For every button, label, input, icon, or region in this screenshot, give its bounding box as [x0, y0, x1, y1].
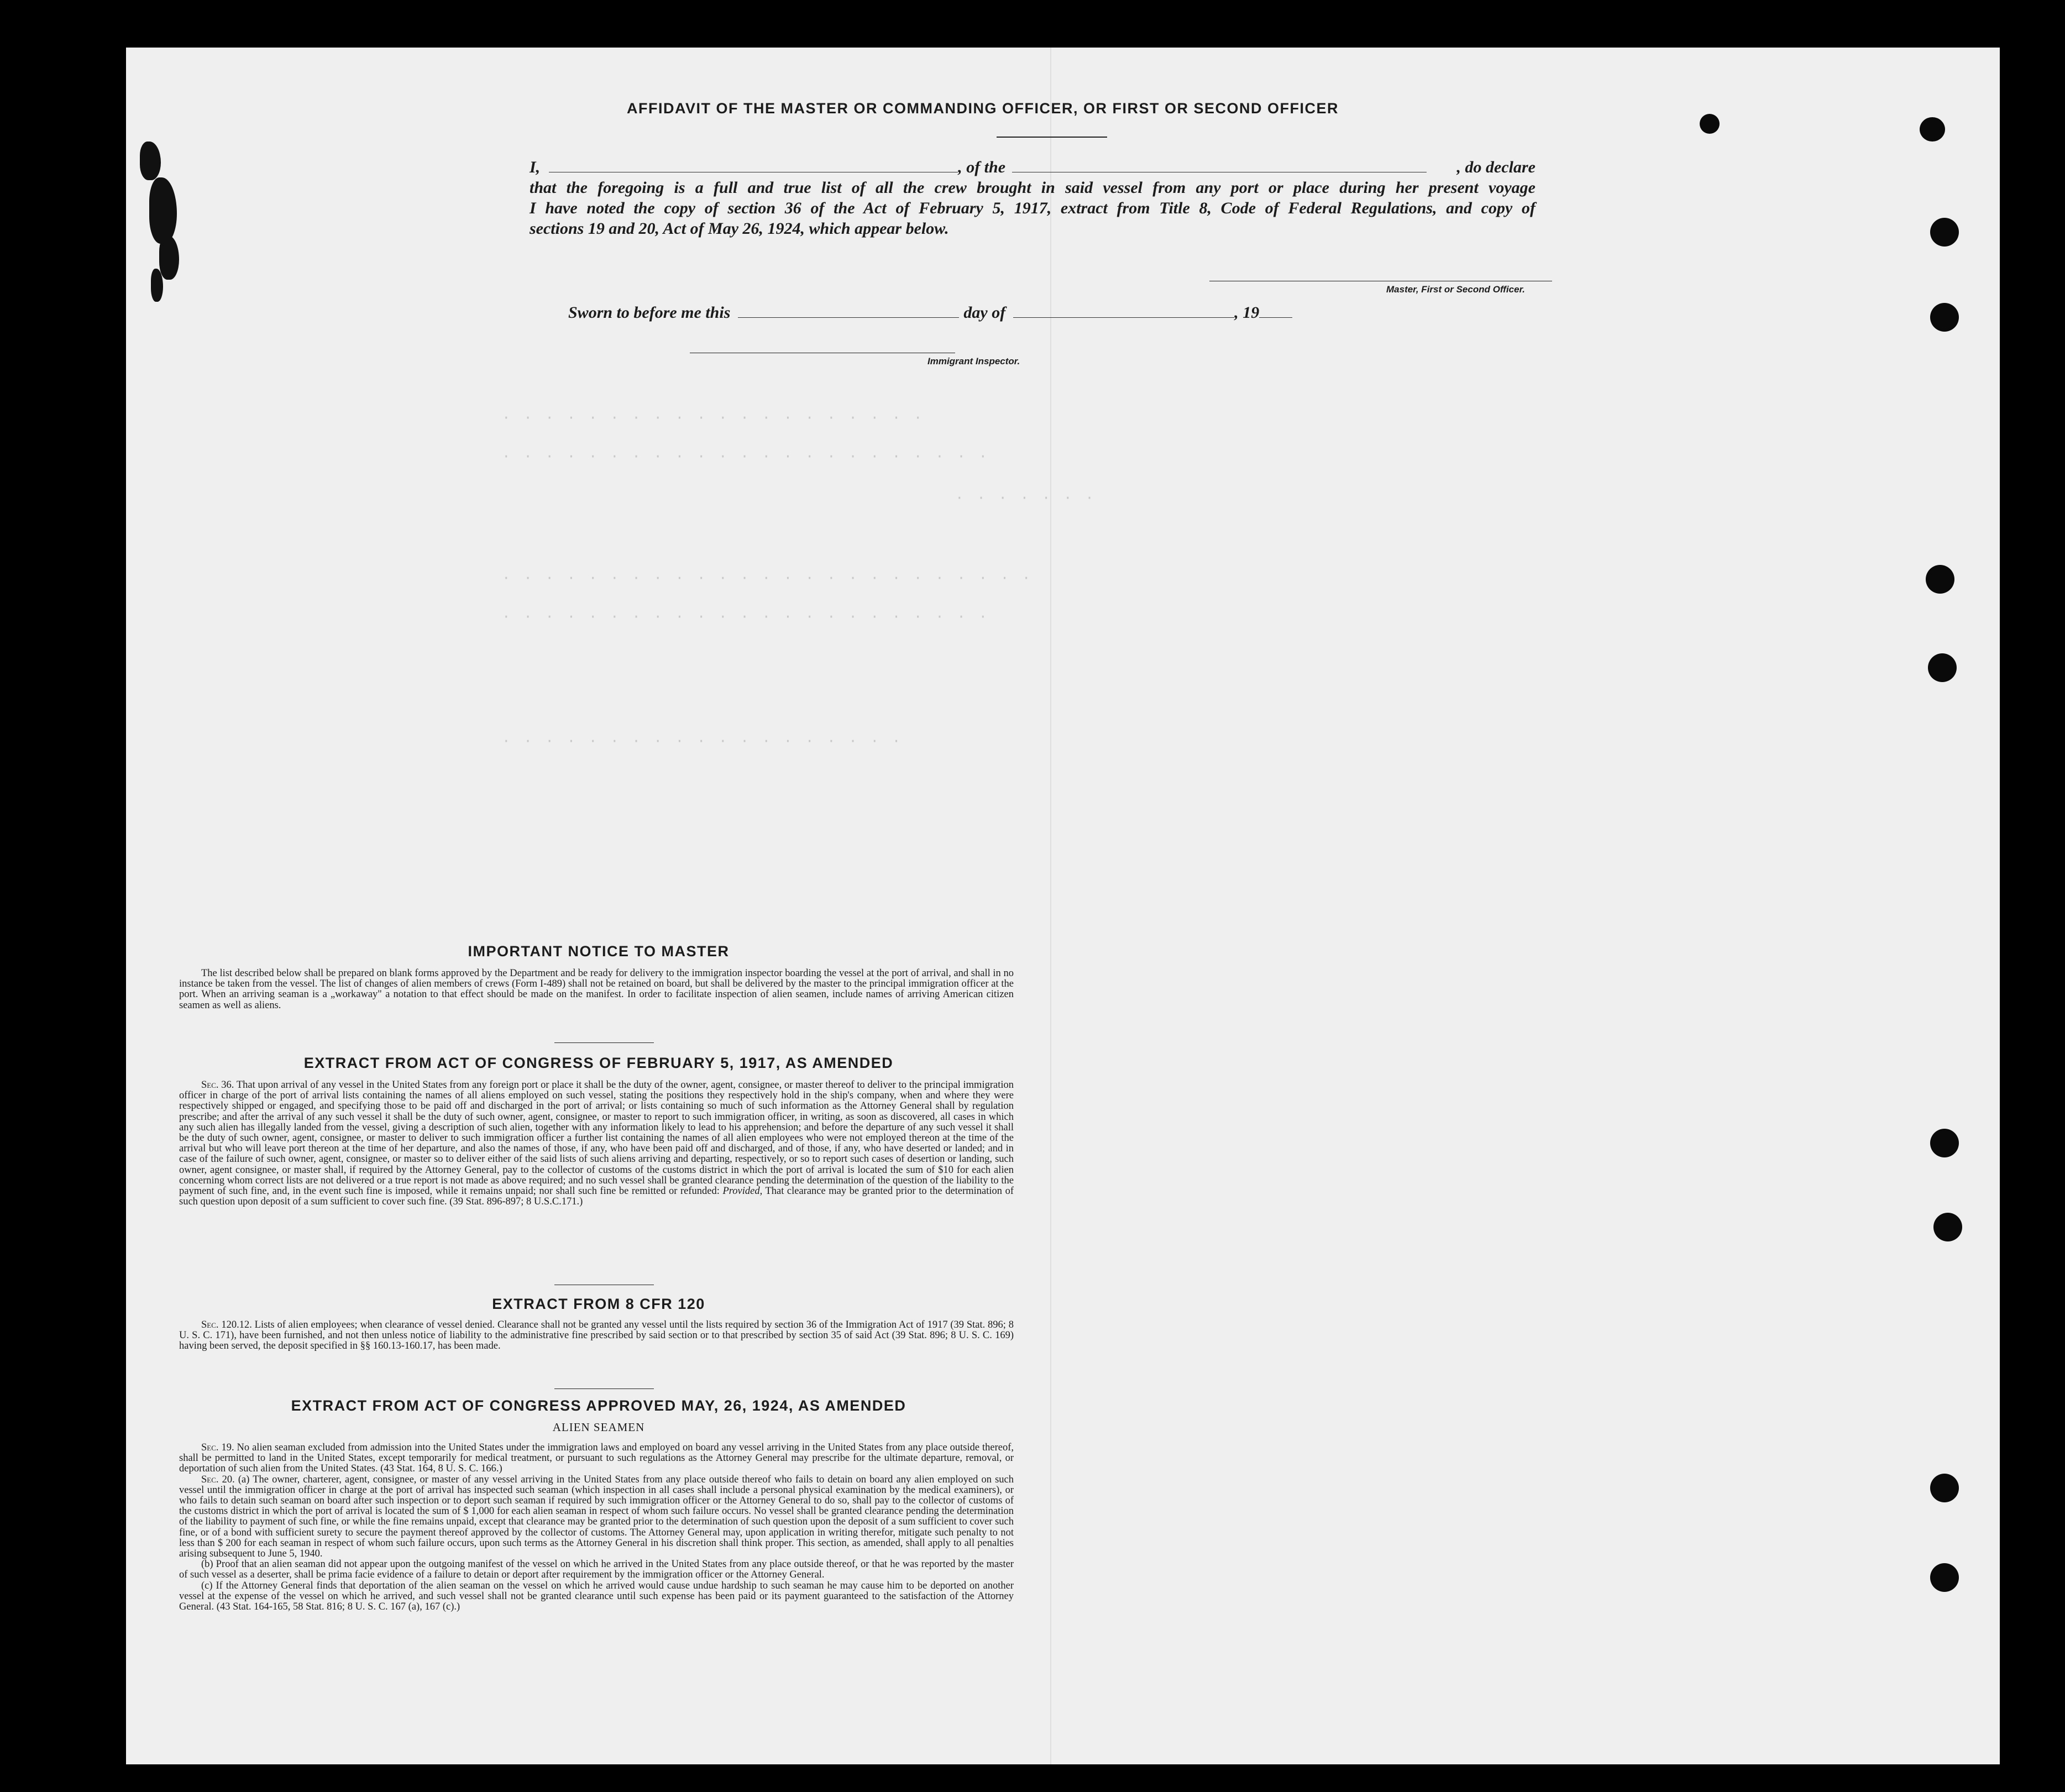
declaration-line-4: sections 19 and 20, Act of May 26, 1924, which appear below.	[530, 219, 949, 238]
extract-1924-text	[179, 1443, 1014, 1612]
punch-hole	[1930, 1474, 1959, 1502]
vessel-field[interactable]	[1012, 158, 1427, 173]
extract-1917-title: EXTRACT FROM ACT OF CONGRESS OF FEBRUARY 5, 1917, AS AMENDED	[303, 1055, 894, 1071]
bleed-through-row: · · · · · · ·	[955, 490, 1096, 506]
alien-seamen-subtitle: ALIEN SEAMEN	[552, 1421, 645, 1434]
extract-cfr-text	[179, 1320, 1014, 1352]
punch-hole	[1930, 1129, 1959, 1157]
sec-36-text: That upon arrival of any vessel in the United States from any foreign port or place it shall be the duty of the owner, agent, consignee, or master thereof to deliver to the principal immigration officer in charge of the port of arrival lists containing the names of all aliens employed on such vessel, stating the positions they respectively hold in the ship's company, when and where they were respectively shipped or engaged, and specifying those to be paid off and discharged in the port of arrival; or lists containing so much of such information as the Attorney General shall by regulation prescribe; and after the arrival of any such vessel it shall be the duty of such owner, agent, consignee, or master to report to such immigration officer, in writing, as soon as discovered, all cases in which any such alien has illegally landed from the vessel, giving a description of such alien, together with any information likely to lead to his apprehension; and before the departure of any such vessel it shall be the duty of such owner, agent, consignee, or master to deliver to such immigration officer a further list containing the names of all alien employees who were not employed thereon at the time of the arrival but who will leave port thereon at the time of her departure, and also the names of those, if any, who have been paid off and discharged, and of those, if any, who have deserted or landed; and in case of the failure of such owner, agent, consignee, or master so to deliver either of the said lists of such aliens arriving and departing, respectively, or so to report such cases of desertion or landing, such owner, agent consignee, or master shall, if required by the Attorney General, pay to the collector of customs of the customs district in which the port of arrival is located the sum of $10 for each alien concerning whom correct lists are not delivered or a true report is not made as above required; and no such vessel shall be granted clearance pending the determination of the question of the liability to the payment of such fine, and, in the event such fine is imposed, while it remains unpaid; nor shall such fine be remitted or refunded:	[179, 1080, 1014, 1197]
title-underline	[997, 137, 1107, 138]
extract-cfr-title: EXTRACT FROM 8 CFR 120	[492, 1296, 705, 1312]
sworn-month-field[interactable]	[1013, 303, 1234, 318]
declaration-do-declare: , do declare	[1456, 158, 1535, 176]
sec-19-label: Sec. 19.	[201, 1442, 234, 1453]
bleed-through-row: · · · · · · · · · · · · · · · · · · · ·	[502, 410, 925, 426]
ink-blot	[149, 177, 177, 244]
sworn-day-field[interactable]	[738, 303, 959, 318]
punch-hole	[1926, 565, 1954, 594]
notice-title: IMPORTANT NOTICE TO MASTER	[468, 943, 730, 960]
bleed-through-row: · · · · · · · · · · · · · · · · · · ·	[502, 733, 903, 750]
declaration-i-label: I,	[530, 158, 541, 176]
declaration-line-3: I have noted the copy of section 36 of the Act of February 5, 1917, extract from Title 8, Code of Federal Regulations, and copy of	[530, 199, 1535, 217]
declaration-line-1	[530, 157, 1535, 177]
punch-hole	[1930, 218, 1959, 247]
notice-text	[179, 968, 1014, 1011]
sec-20-label: Sec. 20.	[201, 1474, 235, 1485]
punch-hole	[1930, 303, 1959, 332]
inspector-signature-label: Immigrant Inspector.	[927, 356, 1020, 366]
bleed-through-row: · · · · · · · · · · · · · · · · · · · · · · ·	[502, 448, 990, 465]
sec-19-text: No alien seaman excluded from admission into the United States under the immigration laws and employed on board any vessel arriving in the United States from any place outside thereof, shall be permitted to land in the United States, except temporarily for medical treatment, or pursuant to such regulations as the Attorney General may prescribe for the ultimate departure, removal, or deportation of such alien from the United States. (43 Stat. 164, 8 U. S. C. 166.)	[179, 1442, 1014, 1475]
sworn-day-of: day of	[963, 303, 1006, 322]
punch-hole	[1700, 114, 1720, 134]
punch-hole	[1928, 653, 1957, 682]
ink-blot	[140, 142, 161, 180]
sec-120-12-label: Sec. 120.12.	[201, 1319, 252, 1330]
ink-blot	[159, 235, 179, 280]
extract-1924-title: EXTRACT FROM ACT OF CONGRESS APPROVED MAY, 26, 1924, AS AMENDED	[291, 1397, 906, 1414]
punch-hole	[1920, 117, 1945, 142]
sec-20b-text: (b) Proof that an alien seaman did not appear upon the outgoing manifest of the vessel on which he arrived in the United States from any place outside thereof, or that he was reported by the master of such vessel as a deserter, shall be prima facie evidence of a failure to detain or deport after requirement by the immigration officer or the Attorney General.	[179, 1559, 1014, 1581]
name-field[interactable]	[549, 158, 958, 173]
divider	[554, 1042, 654, 1043]
declaration-of-the-label: , of the	[958, 158, 1006, 176]
bleed-through-row: · · · · · · · · · · · · · · · · · · · · · · ·	[502, 609, 990, 625]
sec-20c-text: (c) If the Attorney General finds that deportation of the alien seaman on the vessel on which he arrived would cause undue hardship to such seaman he may cause him to be deported on another vessel at the expense of the vessel on which he arrived, and such vessel shall not be granted clearance until such expense has been paid or its payment guaranteed to the satisfaction of the Attorney General. (43 Stat. 164-165, 58 Stat. 816; 8 U. S. C. 167 (a), 167 (c).)	[179, 1580, 1014, 1613]
extract-1917-text	[179, 1080, 1014, 1207]
sec-36-text-end: That clearance may be granted prior to the determination of such question upon deposit of a sum sufficient to cover such fine. (39 Stat. 896-897; 8 U.S.C.171.)	[179, 1186, 1014, 1208]
notice-paragraph: The list described below shall be prepared on blank forms approved by the Department and be ready for delivery to the immigration inspector boarding the vessel at the port of arrival, and shall in no instance be taken from the vessel. The list of changes of alien members of crews (Form I-489) shall not be retained on board, but shall be delivered by the master to the principal immigration officer at the port. When an arriving seaman is a „workaway" a notation to that effect should be made on the manifest. In order to facilitate inspection of alien seamen, include names of arriving American citizen seamen as well as aliens.	[179, 968, 1014, 1011]
punch-hole	[1930, 1563, 1959, 1592]
affidavit-title: AFFIDAVIT OF THE MASTER OR COMMANDING OFFICER, OR FIRST OR SECOND OFFICER	[627, 100, 1339, 117]
divider	[554, 1388, 654, 1389]
sec-20a-text: (a) The owner, charterer, agent, consignee, or master of any vessel arriving in the United States from any place outside thereof who fails to detain on board any alien employed on such vessel until the immigration officer in charge at the port of arrival has inspected such seaman (which inspection in all cases shall include a personal physical examination by the medical examiners), or who fails to detain such seaman on board after such inspection or to deport such seaman if required by such immigration officer or the Attorney General to do so, shall pay to the collector of customs of the customs district in which the port of arrival is located the sum of $ 1,000 for each alien seaman in respect of whom such failure occurs. No vessel shall be granted clearance pending the determination of the liability to payment of such fine, or while the fine remains unpaid, except that clearance may be granted prior to the determination of such question upon the deposit of a sum sufficient to cover such fine, or of a bond with sufficient surety to secure the payment thereof approved by the collector of customs. The Attorney General may, upon application in writing therefor, mitigate such penalty to not less than $ 200 for each seaman in respect of whom such failure occurs, upon such terms as the Attorney General in his discretion shall think proper. This section, as amended, shall apply to all penalties arising subsequent to June 5, 1940.	[179, 1474, 1014, 1560]
sec-36-label: Sec. 36.	[201, 1080, 234, 1091]
punch-hole	[1933, 1213, 1962, 1241]
sworn-year-field[interactable]	[1259, 303, 1292, 318]
sworn-label: Sworn to before me this	[568, 303, 731, 322]
sec-120-12-text: Lists of alien employees; when clearance of vessel denied. Clearance shall not be granted any vessel until the lists required by section 36 of the Immigration Act of 1917 (39 Stat. 896; 8 U. S. C. 171), have been furnished, and not then unless notice of liability to the administrative fine prescribed by said section or to that prescribed by section 35 of said Act (39 Stat. 896; 8 U. S. C. 169) having been served, the deposit specified in §§ 160.13-160.17, has been made.	[179, 1319, 1014, 1352]
bleed-through-row: · · · · · · · · · · · · · · · · · · · · · · · · ·	[502, 570, 1033, 586]
form-page	[126, 48, 2000, 1764]
provided-label: Provided,	[722, 1186, 763, 1197]
declaration-line-2: that the foregoing is a full and true list of all the crew brought in said vessel from any port or place during her present voyage	[530, 179, 1535, 197]
master-signature-label: Master, First or Second Officer.	[1386, 284, 1525, 295]
sworn-year: , 19	[1234, 303, 1260, 322]
declaration	[530, 157, 1535, 239]
sworn-line	[568, 303, 1292, 322]
